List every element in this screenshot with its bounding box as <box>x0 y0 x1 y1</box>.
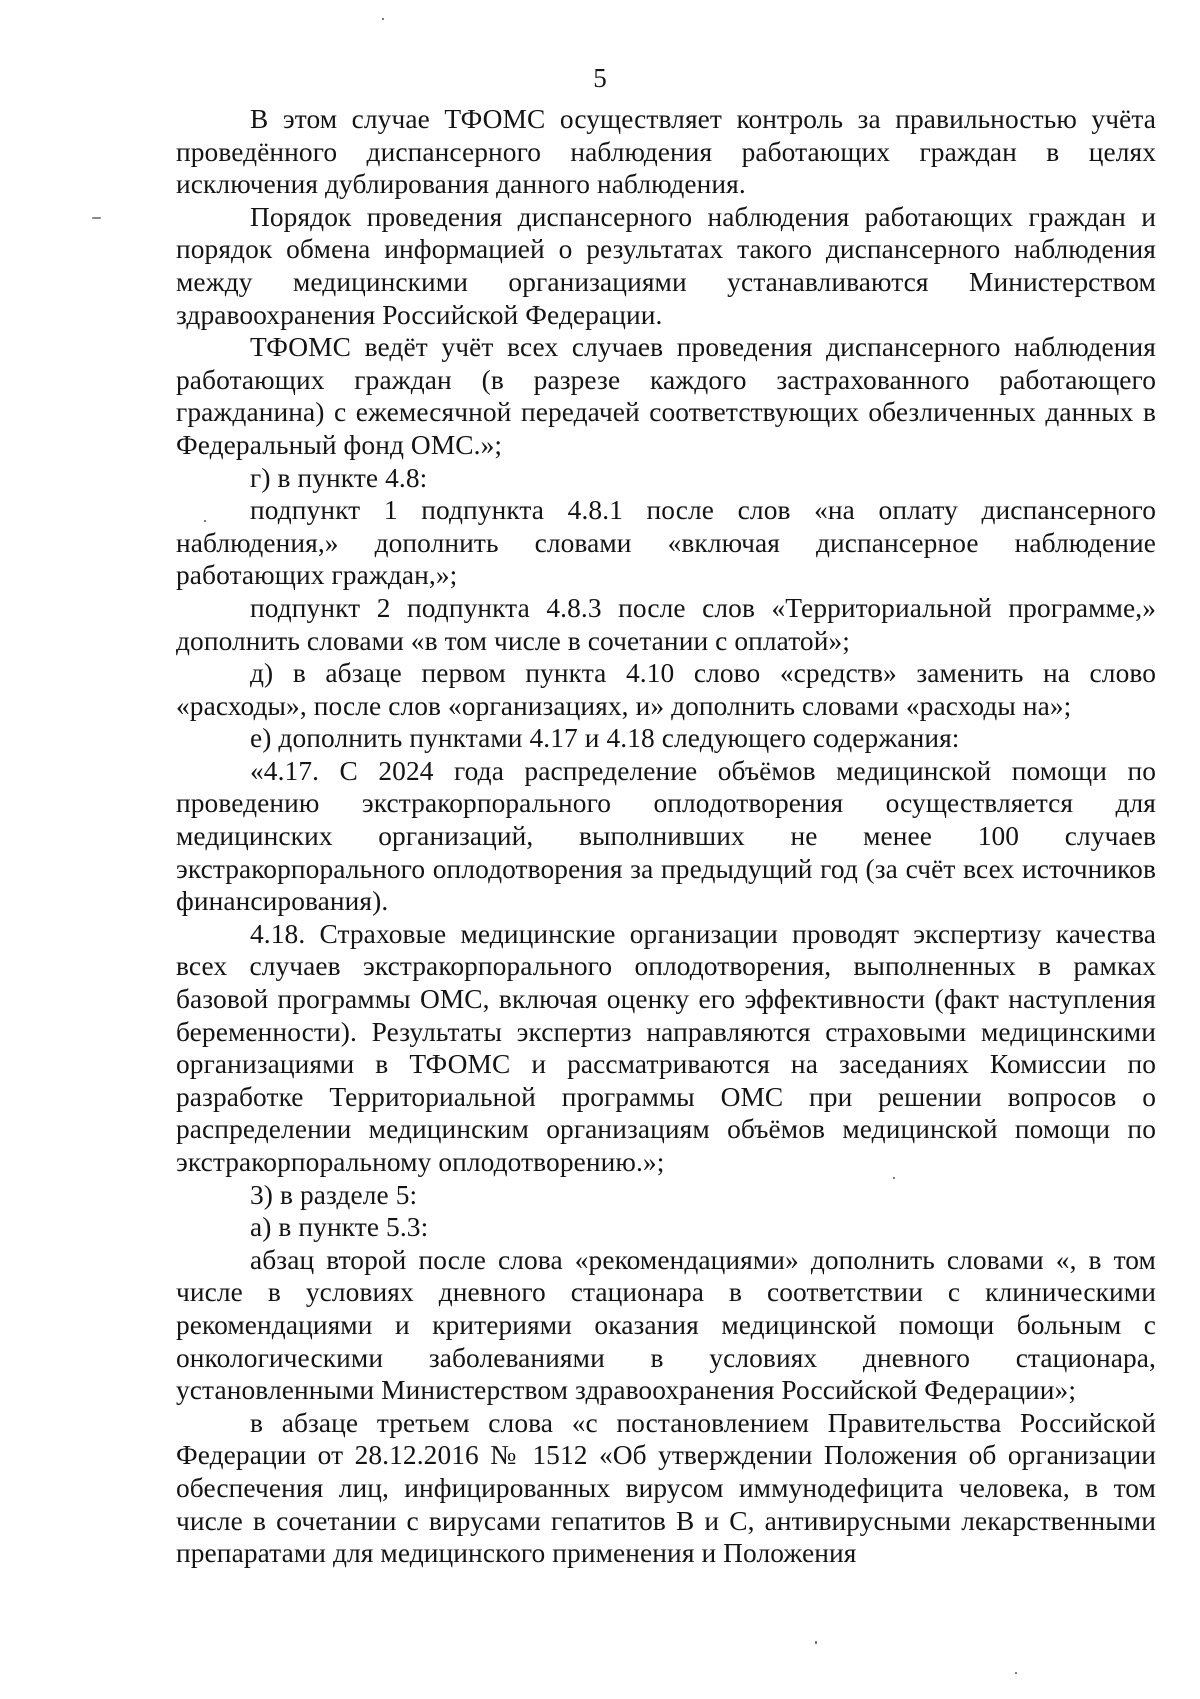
paragraph: подпункт 1 подпункта 4.8.1 после слов «на оплату диспансерного наблюдения,» дополнить словами «включая диспансерное наблюдение работающих граждан,»; <box>176 495 1156 591</box>
paragraph: 3) в разделе 5: <box>250 1179 418 1210</box>
scan-speck <box>382 18 384 20</box>
paragraph: Порядок проведения диспансерного наблюдения работающих граждан и порядок обмена информацией о результатах такого диспансерного наблюдения между медицинскими организациями устанавливаются Министерством здравоохранения Российской Федерации. <box>176 201 1156 330</box>
scan-speck <box>204 520 206 522</box>
paragraph: е) дополнить пунктами 4.17 и 4.18 следующего содержания: <box>250 723 960 754</box>
paragraph: абзац второй после слова «рекомендациями» дополнить словами «, в том числе в условиях дневного стационара в соответствии с клиническими рекомендациями и критериями оказания медицинской помощи больным с онкологическими заболеваниями в условиях дневного стационара, установленными Министерством здравоохранения Российской Федерации»; <box>176 1244 1156 1406</box>
paragraph: подпункт 2 подпункта 4.8.3 после слов «Территориальной программе,» дополнить словами «в том числе в сочетании с оплатой»; <box>176 592 1156 656</box>
page-number: 5 <box>593 63 607 93</box>
scan-speck <box>893 1177 895 1179</box>
paragraph: ТФОМС ведёт учёт всех случаев проведения диспансерного наблюдения работающих граждан (в разрезе каждого застрахованного работающего гражданина) с ежемесячной передачей соответствующих обезличенных данных в Федеральный фонд ОМС.»; <box>176 332 1156 460</box>
scan-speck <box>815 1641 817 1644</box>
paragraph: «4.17. С 2024 года распределение объёмов медицинской помощи по проведению экстракорпорального оплодотворения осуществляется для медицинских организаций, выполнивших не менее 100 случаев экстракорпорального оплодотворения за предыдущий год (за счёт всех источников финансирования). <box>176 755 1156 917</box>
paragraph: д) в абзаце первом пункта 4.10 слово «средств» заменить на слово «расходы», после слов «организациях, и» дополнить словами «расходы на»; <box>176 658 1156 721</box>
scan-speck <box>1015 1672 1017 1674</box>
paragraph: В этом случае ТФОМС осуществляет контроль за правильностью учёта проведённого диспансерного наблюдения работающих граждан в целях исключения дублирования данного наблюдения. <box>176 104 1156 200</box>
document-body <box>176 103 1156 1570</box>
scan-speck <box>92 217 101 219</box>
paragraph: а) в пункте 5.3: <box>250 1212 429 1243</box>
paragraph: в абзаце третьем слова «с постановлением Правительства Российской Федерации от 28.12.2016 № 1512 «Об утверждении Положения об организации обеспечения лиц, инфицированных вирусом иммунодефицита человека, в том числе в сочетании с вирусами гепатитов B и C, антивирусными лекарственными препаратами для медицинского применения и Положения <box>176 1407 1156 1569</box>
paragraph: г) в пункте 4.8: <box>250 462 428 493</box>
paragraph: 4.18. Страховые медицинские организации проводят экспертизу качества всех случаев экстракорпорального оплодотворения, выполненных в рамках базовой программы ОМС, включая оценку его эффективности (факт наступления беременности). Результаты экспертиз направляются страховыми медицинскими организациями в ТФОМС и рассматриваются на заседаниях Комиссии по разработке Территориальной программы ОМС при решении вопросов о распределении медицинским организациям объёмов медицинской помощи по экстракорпоральному оплодотворению.»; <box>176 918 1156 1177</box>
